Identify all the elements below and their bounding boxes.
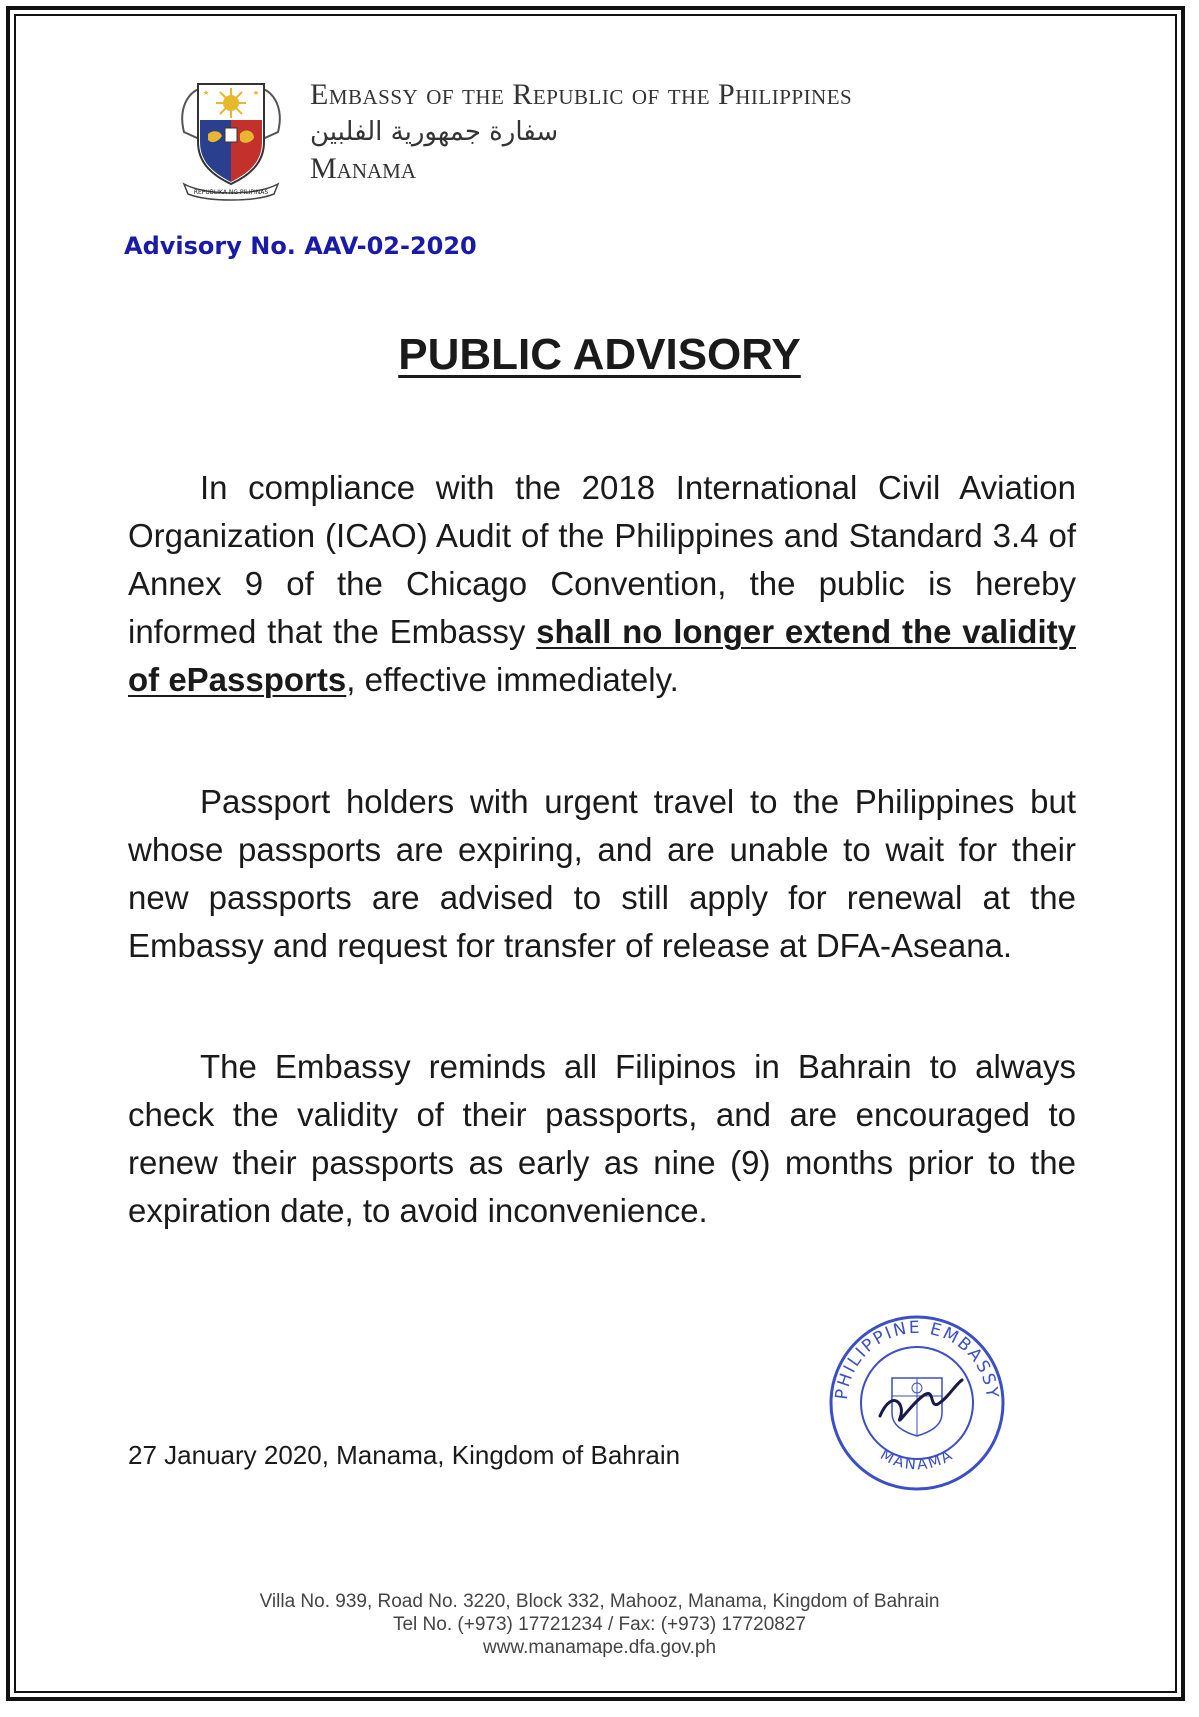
embassy-stamp-icon: [822, 1308, 1012, 1498]
embassy-name-english: Embassy of the Republic of the Philippines: [310, 78, 853, 111]
paragraph-1-intro: In compliance with the 2018 International Civil Aviation Organization (ICAO) Audit of the Philippines and Standard 3.4 of Annex 9 of the Chicago Convention, the public is hereby informed that the Embassy: [128, 469, 1076, 650]
advisory-number: Advisory No. AAV-02-2020: [124, 232, 477, 260]
footer-address: Villa No. 939, Road No. 3220, Block 332, Mahooz, Manama, Kingdom of Bahrain: [259, 1591, 940, 1612]
footer-website: www.manamape.dfa.gov.ph: [482, 1637, 717, 1658]
paragraph-1: [128, 464, 1076, 704]
paragraph-2: Passport holders with urgent travel to the Philippines but whose passports are expiring, and are unable to wait for their new passports are advised to still apply for renewal at the Embassy and request for transfer of release at DFA-Aseana.: [128, 783, 1076, 964]
stamp-bottom-text: MANAMA: [877, 1445, 957, 1474]
date-line: 27 January 2020, Manama, Kingdom of Bahrain: [128, 1440, 681, 1470]
svg-text:MANAMA: [877, 1445, 956, 1473]
paragraph-3: The Embassy reminds all Filipinos in Bahrain to always check the validity of their passports, and are encouraged to renew their passports as early as nine (9) months prior to the expiration date, to avoid inconvenience.: [128, 1048, 1076, 1229]
embassy-city: Manama: [310, 152, 417, 185]
footer-contact: Tel No. (+973) 17721234 / Fax: (+973) 17720827: [392, 1614, 806, 1635]
footer: [0, 1590, 1199, 1659]
seal-scroll-text: REPUBLIKA NG PILIPINAS: [193, 189, 269, 196]
paragraph-1-outro: , effective immediately.: [346, 661, 679, 698]
embassy-name-arabic: سفارة جمهورية الفلبين: [310, 117, 559, 147]
philippine-coat-of-arms-icon: [176, 72, 286, 202]
stamp-top-text: PHILIPPINE EMBASSY: [831, 1317, 1003, 1401]
letterhead: [310, 78, 852, 186]
page-title: PUBLIC ADVISORY: [398, 330, 801, 379]
paragraph-1-emphasis: shall no longer extend the validity of ePassports: [128, 613, 1076, 698]
